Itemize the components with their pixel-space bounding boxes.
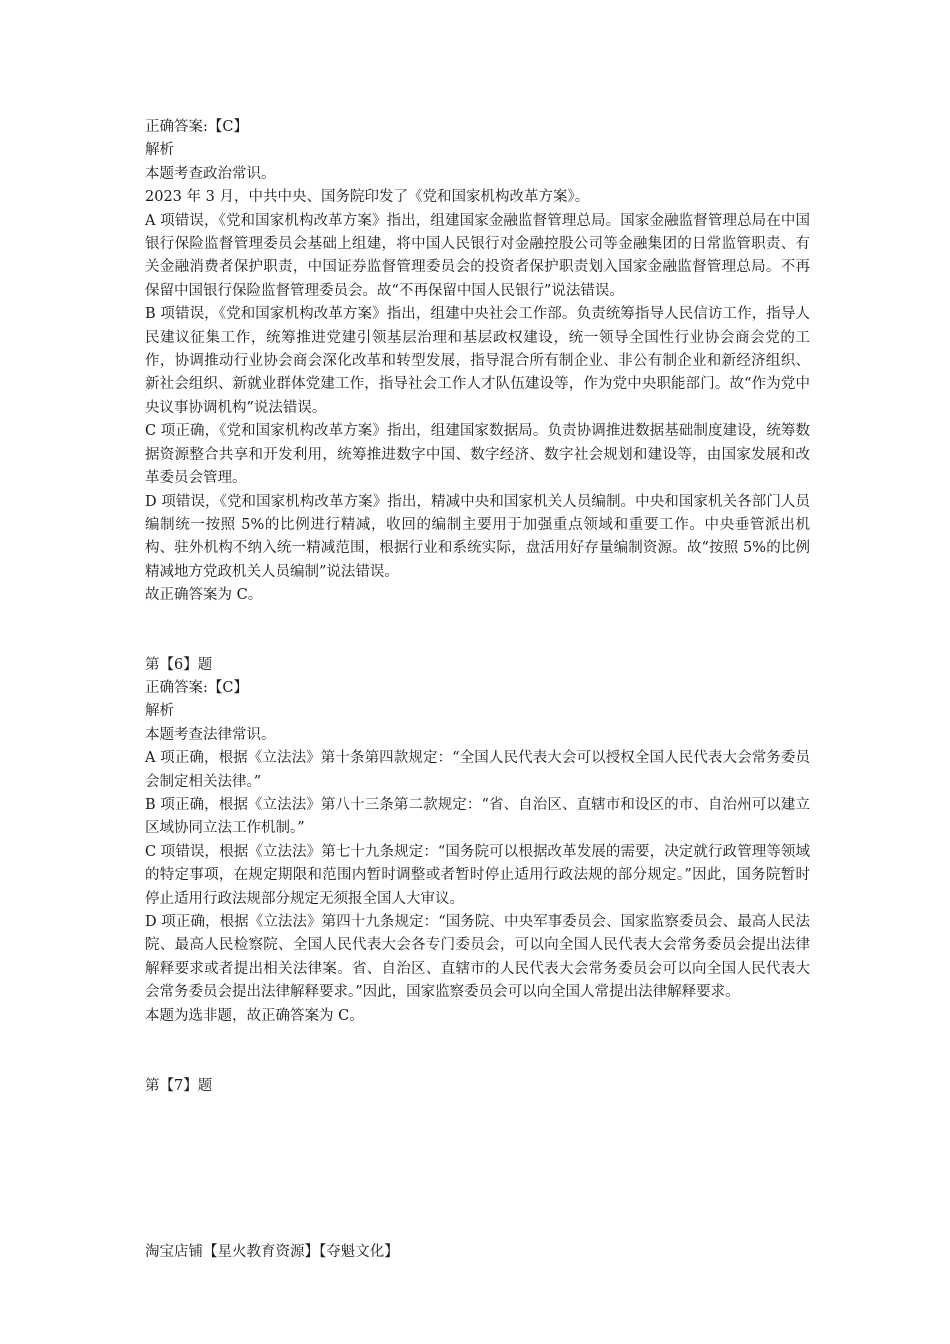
q5-option-a: A 项错误，《党和国家机构改革方案》指出，组建国家金融监督管理总局。国家金融监督管理总局在中国银行保险监督管理委员会基础上组建，将中国人民银行对金融控股公司等金融集团的日常监管职责、有关金融消费者保护职责，中国证券监督管理委员会的投资者保护职责划入国家金融监督管理总局。不再保留中国银行保险监督管理委员会。故“不再保留中国人民银行”说法错误。 bbox=[145, 212, 810, 299]
q6-heading: 第【6】题 bbox=[145, 656, 213, 673]
section-spacer bbox=[145, 1028, 810, 1075]
section-spacer bbox=[145, 608, 810, 654]
question-5-explanation bbox=[145, 116, 810, 608]
q5-option-b: B 项错误，《党和国家机构改革方案》指出，组建中央社会工作部。负责统筹指导人民信访工作，指导人民建议征集工作，统筹推进党建引领基层治理和基层政权建设，统一领导全国性行业协会商会党的工作，协调推动行业协会商会深化改革和转型发展，指导混合所有制企业、非公有制企业和新经济组织、新社会组织、新就业群体党建工作，指导社会工作人才队伍建设等，作为党中央职能部门。故“作为党中央议事协调机构”说法错误。 bbox=[145, 306, 810, 416]
q6-option-b: B 项正确，根据《立法法》第八十三条第二款规定：“省、自治区、直辖市和设区的市、自治州可以建立区域协同立法工作机制。” bbox=[145, 796, 810, 837]
q6-answer: 正确答案:【C】 bbox=[145, 679, 248, 696]
q5-topic: 本题考查政治常识。 bbox=[145, 165, 276, 182]
q6-option-a: A 项正确，根据《立法法》第十条第四款规定：“全国人民代表大会可以授权全国人民代表大会常务委员会制定相关法律。” bbox=[145, 750, 810, 790]
q5-option-c: C 项正确，《党和国家机构改革方案》指出，组建国家数据局。负责协调推进数据基础制度建设，统筹数据资源整合共享和开发利用，统筹推进数字中国、数字经济、数字社会规划和建设等，由国家发展和改革委员会管理。 bbox=[145, 423, 810, 487]
question-6-explanation bbox=[145, 654, 810, 1029]
shop-footer: 淘宝店铺【星火教育资源】【夺魁文化】 bbox=[145, 1244, 399, 1260]
q6-topic: 本题考查法律常识。 bbox=[145, 726, 276, 743]
question-7-heading-section bbox=[145, 1075, 810, 1098]
q5-intro: 2023 年 3 月，中共中央、国务院印发了《党和国家机构改革方案》。 bbox=[145, 189, 590, 206]
q6-analysis-label: 解析 bbox=[145, 703, 174, 720]
q6-conclusion: 本题为选非题，故正确答案为 C。 bbox=[145, 1007, 364, 1024]
q6-option-d: D 项正确，根据《立法法》第四十九条规定：“国务院、中央军事委员会、国家监察委员会、最高人民法院、最高人民检察院、全国人民代表大会各专门委员会，可以向全国人民代表大会常务委员会提出法律解释要求或者提出相关法律案。省、自治区、直辖市的人民代表大会常务委员会可以向全国人民代表大会常务委员会提出法律解释要求。”因此，国家监察委员会可以向全国人常提出法律解释要求。 bbox=[145, 914, 810, 1001]
q5-option-d: D 项错误，《党和国家机构改革方案》指出，精减中央和国家机关人员编制。中央和国家机关各部门人员编制统一按照 5%的比例进行精减，收回的编制主要用于加强重点领域和重要工作。中央垂管派出机构、驻外机构不纳入统一精减范围，根据行业和系统实际，盘活用好存量编制资源。故“按照 5%的比例精减地方党政机关人员编制”说法错误。 bbox=[145, 493, 810, 580]
q7-heading: 第【7】题 bbox=[145, 1078, 213, 1095]
q6-option-c: C 项错误，根据《立法法》第七十九条规定：“国务院可以根据改革发展的需要，决定就行政管理等领域的特定事项，在规定期限和范围内暂时调整或者暂时停止适用行政法规的部分规定。”因此，国务院暂时停止适用行政法规部分规定无须报全国人大审议。 bbox=[145, 843, 810, 907]
document-page bbox=[145, 116, 810, 1098]
q5-answer: 正确答案:【C】 bbox=[145, 119, 248, 135]
q5-conclusion: 故正确答案为 C。 bbox=[145, 587, 263, 604]
q5-analysis-label: 解析 bbox=[145, 142, 174, 159]
